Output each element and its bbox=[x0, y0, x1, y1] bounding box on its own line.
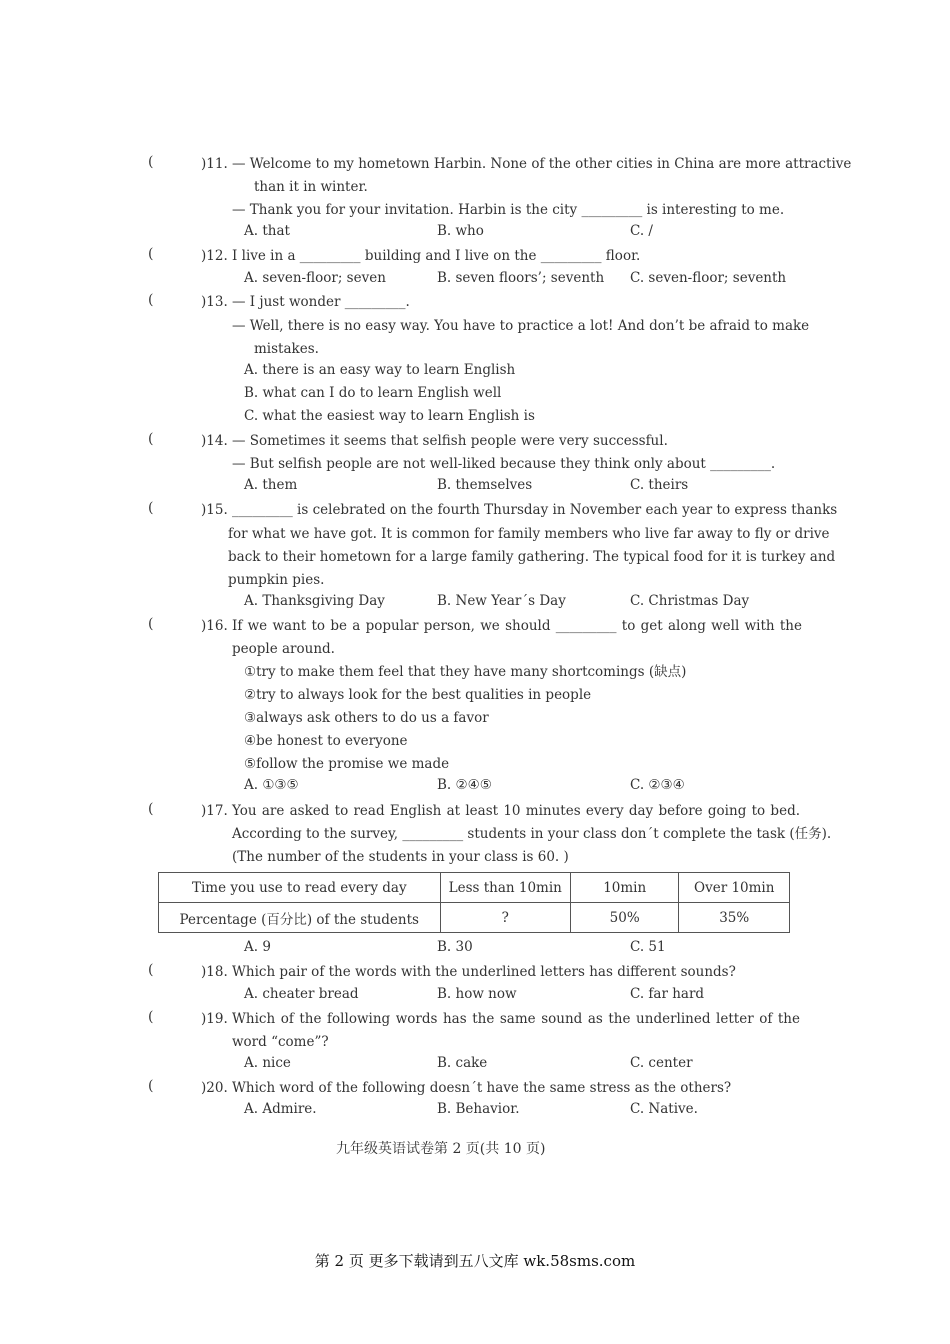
option-c: C. ②③④ bbox=[630, 777, 685, 793]
table-cell: Over 10min bbox=[679, 873, 790, 903]
question-number: )13. bbox=[201, 294, 228, 310]
option-c: C. 51 bbox=[630, 939, 666, 955]
table-cell: ? bbox=[440, 903, 570, 933]
answer-paren: ( bbox=[148, 616, 154, 632]
question-text: than it in winter. bbox=[254, 179, 368, 195]
option-a: A. ①③⑤ bbox=[244, 777, 299, 793]
question-text: Which pair of the words with the underlined letters has different sounds? bbox=[232, 964, 736, 980]
table-row bbox=[159, 903, 790, 933]
question-number: )17. bbox=[201, 803, 228, 819]
question-text: If we want to be a popular person, we should _________ to get along well with the bbox=[232, 618, 802, 634]
option-c: C. / bbox=[630, 223, 653, 239]
question-text: — Welcome to my hometown Harbin. None of the other cities in China are more attractive bbox=[232, 156, 852, 172]
option-b: B. seven floors’; seventh bbox=[437, 270, 605, 286]
table-cell: 10min bbox=[570, 873, 679, 903]
answer-paren: ( bbox=[148, 1009, 154, 1025]
option-c: C. theirs bbox=[630, 477, 689, 493]
option-b: B. cake bbox=[437, 1055, 488, 1071]
option-b: B. who bbox=[437, 223, 484, 239]
option-c: C. Christmas Day bbox=[630, 593, 750, 609]
question-text: _________ is celebrated on the fourth Thursday in November each year to express thanks bbox=[232, 502, 838, 518]
option-b: B. ②④⑤ bbox=[437, 777, 492, 793]
option-c: C. Native. bbox=[630, 1101, 698, 1117]
table-cell: Time you use to read every day bbox=[159, 873, 441, 903]
question-text: mistakes. bbox=[254, 341, 319, 357]
question-text: Which of the following words has the same sound as the underlined letter of the bbox=[232, 1011, 800, 1027]
question-text: — I just wonder _________. bbox=[232, 294, 410, 310]
answer-paren: ( bbox=[148, 431, 154, 447]
table-header-row bbox=[159, 873, 790, 903]
question-text: (The number of the students in your class is 60. ) bbox=[232, 849, 569, 865]
option-b: B. how now bbox=[437, 986, 517, 1002]
answer-paren: ( bbox=[148, 246, 154, 262]
question-text: word “come”? bbox=[232, 1034, 329, 1050]
option-b: B. 30 bbox=[437, 939, 473, 955]
option-c: C. seven-floor; seventh bbox=[630, 270, 787, 286]
download-banner: 第 2 页 更多下载请到五八文库 wk.58sms.com bbox=[314, 1252, 636, 1270]
option-a: A. cheater bread bbox=[244, 986, 359, 1002]
option-a: A. Admire. bbox=[244, 1101, 317, 1117]
question-text: — Thank you for your invitation. Harbin is the city _________ is interesting to me. bbox=[232, 202, 785, 218]
statement-item: ③always ask others to do us a favor bbox=[244, 710, 489, 726]
question-text: — Sometimes it seems that selfish people were very successful. bbox=[232, 433, 668, 449]
option-a: A. Thanksgiving Day bbox=[244, 593, 385, 609]
question-number: )16. bbox=[201, 618, 228, 634]
option-b: B. Behavior. bbox=[437, 1101, 520, 1117]
question-text: I live in a _________ building and I live on the _________ floor. bbox=[232, 248, 641, 264]
option-a: A. them bbox=[244, 477, 298, 493]
question-text: You are asked to read English at least 10 minutes every day before going to bed. bbox=[232, 803, 800, 819]
question-number: )14. bbox=[201, 433, 228, 449]
question-number: )18. bbox=[201, 964, 228, 980]
answer-paren: ( bbox=[148, 500, 154, 516]
table-cell: Percentage (百分比) of the students bbox=[159, 903, 441, 933]
statement-item: ①try to make them feel that they have many shortcomings (缺点) bbox=[244, 664, 687, 680]
option-b: B. New Year´s Day bbox=[437, 593, 566, 609]
option-b: B. what can I do to learn English well bbox=[244, 385, 502, 401]
page-footer: 九年级英语试卷第 2 页(共 10 页) bbox=[336, 1141, 546, 1157]
option-a: A. nice bbox=[244, 1055, 291, 1071]
question-number: )11. bbox=[201, 156, 228, 172]
option-c: C. far hard bbox=[630, 986, 705, 1002]
question-text: pumpkin pies. bbox=[228, 572, 325, 588]
question-number: )19. bbox=[201, 1011, 228, 1027]
table-cell: 50% bbox=[570, 903, 679, 933]
statement-item: ②try to always look for the best qualities in people bbox=[244, 687, 592, 703]
statement-item: ④be honest to everyone bbox=[244, 733, 408, 749]
option-a: A. there is an easy way to learn English bbox=[244, 362, 516, 378]
survey-table bbox=[158, 872, 790, 933]
option-a: A. that bbox=[244, 223, 290, 239]
table-cell: Less than 10min bbox=[440, 873, 570, 903]
question-text: for what we have got. It is common for family members who live far away to fly or drive bbox=[228, 526, 830, 542]
option-c: C. what the easiest way to learn English is bbox=[244, 408, 535, 424]
question-text: According to the survey, _________ students in your class don´t complete the task (任务). bbox=[232, 826, 832, 842]
table-cell: 35% bbox=[679, 903, 790, 933]
question-number: )15. bbox=[201, 502, 228, 518]
answer-paren: ( bbox=[148, 154, 154, 170]
answer-paren: ( bbox=[148, 801, 154, 817]
question-text: Which word of the following doesn´t have the same stress as the others? bbox=[232, 1080, 732, 1096]
answer-paren: ( bbox=[148, 292, 154, 308]
option-c: C. center bbox=[630, 1055, 693, 1071]
answer-paren: ( bbox=[148, 962, 154, 978]
question-text: — Well, there is no easy way. You have to practice a lot! And don’t be afraid to make bbox=[232, 318, 810, 334]
statement-item: ⑤follow the promise we made bbox=[244, 756, 450, 772]
question-number: )12. bbox=[201, 248, 228, 264]
question-text: back to their hometown for a large family gathering. The typical food for it is turkey and bbox=[228, 549, 836, 565]
option-a: A. seven-floor; seven bbox=[244, 270, 386, 286]
question-text: people around. bbox=[232, 641, 335, 657]
question-text: — But selfish people are not well-liked because they think only about _________. bbox=[232, 456, 776, 472]
question-number: )20. bbox=[201, 1080, 228, 1096]
option-a: A. 9 bbox=[244, 939, 271, 955]
answer-paren: ( bbox=[148, 1078, 154, 1094]
option-b: B. themselves bbox=[437, 477, 533, 493]
